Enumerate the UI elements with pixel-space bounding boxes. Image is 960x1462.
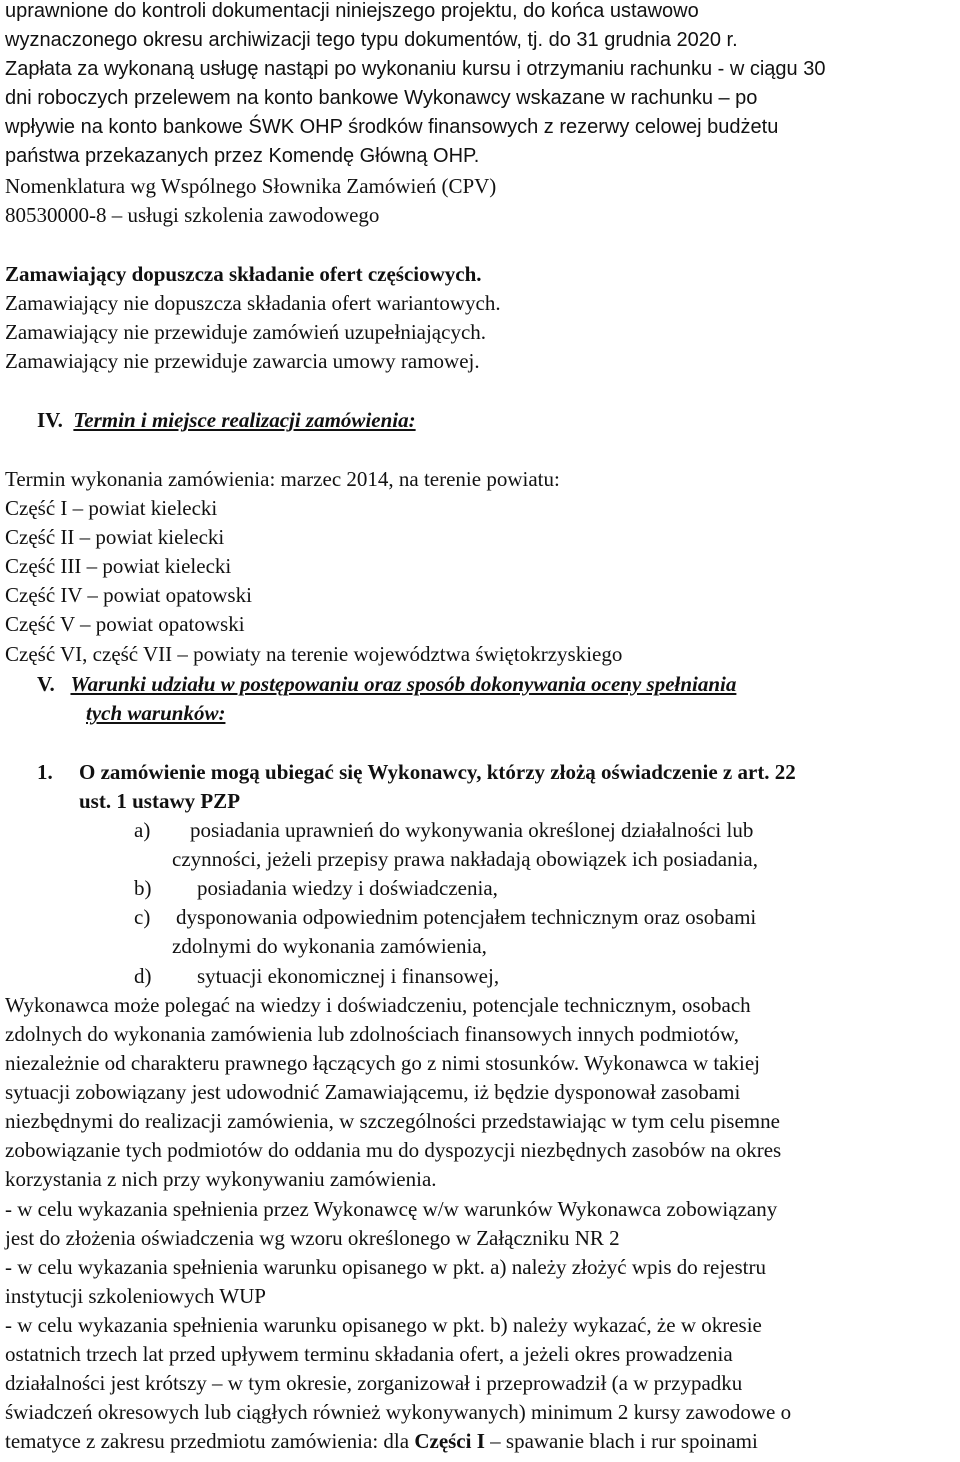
part-item: Część III – powiat kielecki	[5, 554, 232, 578]
body-line: świadczeń okresowych lub ciągłych również wykonywanych) minimum 2 kursy zawodowe o	[5, 1400, 792, 1424]
body-line: działalności jest krótszy – w tym okresie, zorganizował i przeprowadził (a w przypadku	[5, 1371, 743, 1395]
part-item: Część V – powiat opatowski	[5, 612, 245, 636]
condition-letter: d)	[134, 964, 152, 988]
partial-offers-statement: Zamawiający dopuszcza składanie ofert częściowych.	[5, 262, 482, 286]
intro-line: uprawnione do kontroli dokumentacji niniejszego projektu, do końca ustawowo	[5, 0, 699, 22]
intro-line: wpływie na konto bankowe ŚWK OHP środków finansowych z rezerwy celowej budżetu	[5, 116, 779, 138]
body-line: - w celu wykazania spełnienia warunku opisanego w pkt. a) należy złożyć wpis do rejestru	[5, 1255, 766, 1279]
part-item: Część II – powiat kielecki	[5, 525, 225, 549]
supplementary-orders-statement: Zamawiający nie przewiduje zamówień uzupełniających.	[5, 320, 487, 344]
body-line: jest do złożenia oświadczenia wg wzoru określonego w Załączniku NR 2	[5, 1226, 620, 1250]
condition-text: posiadania wiedzy i doświadczenia,	[197, 876, 498, 900]
cpv-label: Nomenklatura wg Wspólnego Słownika Zamówień (CPV)	[5, 174, 497, 198]
body-text: – spawanie blach i rur spoinami	[484, 1429, 758, 1453]
condition-text: zdolnymi do wykonania zamówienia,	[172, 934, 487, 958]
body-line: zobowiązanie tych podmiotów do oddania mu do dyspozycji niezbędnych zasobów na okres	[5, 1138, 782, 1162]
intro-line: dni roboczych przelewem na konto bankowe Wykonawcy wskazane w rachunku – po	[5, 87, 758, 109]
variant-offers-statement: Zamawiający nie dopuszcza składania ofert wariantowych.	[5, 291, 501, 315]
item-1-text: O zamówienie mogą ubiegać się Wykonawcy, którzy złożą oświadczenie z art. 22	[79, 760, 796, 784]
body-line: instytucji szkoleniowych WUP	[5, 1284, 266, 1308]
cpv-code: 80530000-8 – usługi szkolenia zawodowego	[5, 203, 380, 227]
item-1-text: ust. 1 ustawy PZP	[79, 789, 241, 813]
part-item: Część IV – powiat opatowski	[5, 583, 252, 607]
section-iv-heading	[37, 406, 416, 435]
body-line: Wykonawca może polegać na wiedzy i doświadczeniu, potencjale technicznym, osobach	[5, 993, 751, 1017]
part-item: Część VI, część VII – powiaty na terenie województwa świętokrzyskiego	[5, 642, 623, 666]
body-line: niezbędnymi do realizacji zamówienia, w szczególności przedstawiając w tym celu pisemne	[5, 1109, 780, 1133]
body-line: zdolnych do wykonania zamówienia lub zdolnościach finansowych innych podmiotów,	[5, 1022, 740, 1046]
section-number: IV.	[37, 408, 63, 432]
term-statement: Termin wykonania zamówienia: marzec 2014, na terenie powiatu:	[5, 467, 560, 491]
condition-letter: a)	[134, 818, 151, 842]
section-number: V.	[37, 672, 55, 696]
item-1-number: 1.	[37, 760, 53, 784]
body-line: korzystania z nich przy wykonywaniu zamówienia.	[5, 1167, 437, 1191]
condition-letter: c)	[134, 905, 151, 929]
section-title-continued: tych warunków:	[86, 701, 226, 725]
body-line: niezależnie od charakteru prawnego łączących go z nimi stosunków. Wykonawca w takiej	[5, 1051, 761, 1075]
body-line: ostatnich trzech lat przed upływem terminu składania ofert, a jeżeli okres prowadzenia	[5, 1342, 733, 1366]
intro-line: Zapłata za wykonaną usługę nastąpi po wykonaniu kursu i otrzymaniu rachunku - w ciągu 30	[5, 58, 826, 80]
framework-agreement-statement: Zamawiający nie przewiduje zawarcia umowy ramowej.	[5, 349, 480, 373]
condition-letter: b)	[134, 876, 152, 900]
intro-line: wyznaczonego okresu archiwizacji tego typu dokumentów, tj. do 31 grudnia 2020 r.	[5, 29, 738, 51]
condition-text: sytuacji ekonomicznej i finansowej,	[197, 964, 500, 988]
condition-text: posiadania uprawnień do wykonywania określonej działalności lub	[190, 818, 754, 842]
part-item: Część I – powiat kielecki	[5, 496, 218, 520]
section-title: Termin i miejsce realizacji zamówienia:	[73, 408, 416, 432]
body-line: - w celu wykazania spełnienia warunku opisanego w pkt. b) należy wykazać, że w okresie	[5, 1313, 762, 1337]
body-text: tematyce z zakresu przedmiotu zamówienia: dla	[5, 1429, 415, 1453]
body-line-last	[5, 1427, 758, 1456]
part-reference: Części I	[414, 1429, 485, 1453]
condition-text: czynności, jeżeli przepisy prawa nakładają obowiązek ich posiadania,	[172, 847, 759, 871]
condition-text: dysponowania odpowiednim potencjałem technicznym oraz osobami	[176, 905, 757, 929]
section-title: Warunki udziału w postępowaniu oraz sposób dokonywania oceny spełniania	[70, 672, 737, 696]
body-line: - w celu wykazania spełnienia przez Wykonawcę w/w warunków Wykonawca zobowiązany	[5, 1197, 778, 1221]
intro-line: państwa przekazanych przez Komendę Główną OHP.	[5, 145, 480, 167]
section-v-heading	[37, 670, 736, 699]
body-line: sytuacji zobowiązany jest udowodnić Zamawiającemu, iż będzie dysponował zasobami	[5, 1080, 741, 1104]
